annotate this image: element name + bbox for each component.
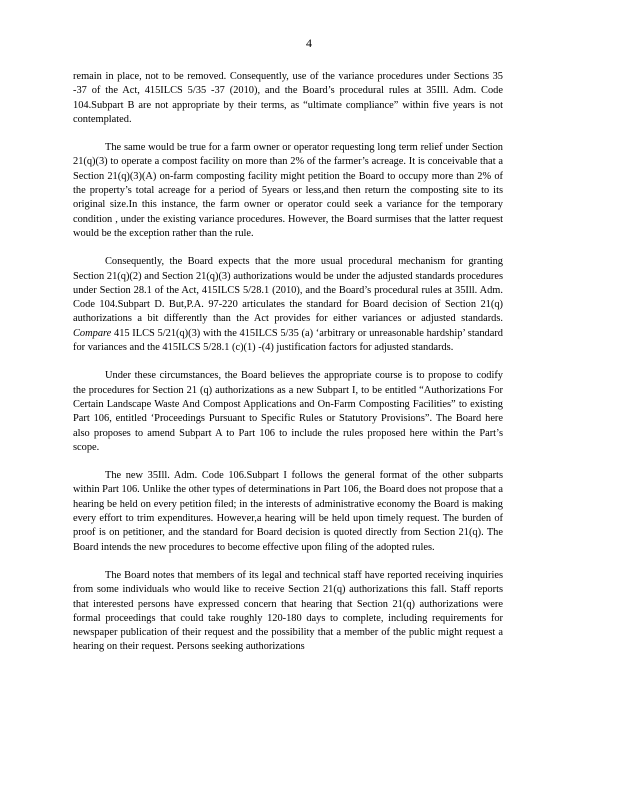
paragraph-1: remain in place, not to be removed. Consequently, use of the variance procedures under Sections 35 -37 of the Act, 415ILCS 5/35 -37 (2010), and the Board’s procedural rules at 35Ill. Adm. Code 104.Subpart B are not appropriate by their terms, as “ultimate compliance” within five years is not contemplated.: [73, 71, 503, 125]
paragraph-2: The same would be true for a farm owner or operator requesting long term relief under Section 21(q)(3) to operate a compost facility on more than 2% of the farmer’s acreage. It is conceivable that a Section 21(q)(3)(A) on-farm composting facility might petition the Board to occupy more than 2% of the property’s total acreage for a period of 5years or less,and then return the composting site to its original size.In this instance, the farm owner or operator could seek a variance for the temporary condition , under the existing variance procedures. However, the Board surmises that the latter request would be the exception rather than the rule.: [73, 142, 503, 239]
paragraph-3-text-a: Consequently, the Board expects that the more usual procedural mechanism for granting Section 21(q)(2) and Section 21(q)(3) authorizations would be under the adjusted standards procedures under Section 28.1 of the Act, 415ILCS 5/28.1 (2010), and the Board’s procedural rules at 35Ill. Adm. Code 104.Subpart D. But,P.A. 97-220 articulates the standard for Board decision of Section 21(q) authorizations a bit differently than the Act provides for either variances or adjusted standards.: [73, 256, 503, 325]
page-number: 4: [306, 36, 312, 50]
document-body: [73, 70, 503, 669]
compare-citation-signal: Compare: [73, 327, 112, 339]
paragraph-3-text-b: 415 ILCS 5/21(q)(3) with the 415ILCS 5/35 (a) ‘arbitrary or unreasonable hardship’ standard for variances and the 415ILCS 5/28.1 (c)(1) -(4) justification factors for adjusted standards.: [73, 327, 503, 354]
paragraph-3: [73, 255, 503, 355]
paragraph-5: The new 35Ill. Adm. Code 106.Subpart I follows the general format of the other subparts within Part 106. Unlike the other types of determinations in Part 106, the Board does not propose that a hearing be held on every petition filed; in the interests of administrative economy the Board is making every effort to trim expenditures. However,a hearing will be held upon timely request. The burden of proof is on petitioner, and the standard for Board decision is quoted directly from Section 21(q). The Board intends the new procedures to become effective upon filing of the adopted rules.: [73, 470, 503, 553]
paragraph-4: Under these circumstances, the Board believes the appropriate course is to propose to codify the procedures for Section 21 (q) authorizations as a new Subpart I, to be entitled “Authorizations For Certain Landscape Waste And Compost Applications and On-Farm Composting Facilities” to existing Part 106, entitled ‘Proceedings Pursuant to Specific Rules or Statutory Provisions”. The Board here also proposes to amend Subpart A to Part 106 to include the rules proposed here within the Part’s scope.: [73, 370, 503, 453]
paragraph-6: The Board notes that members of its legal and technical staff have reported receiving inquiries from some individuals who would like to receive Section 21(q) authorizations this fall. Staff reports that interested persons have expressed concern that hearing that Section 21(q) authorizations were formal proceedings that could take roughly 120-180 days to complete, including requirements for newspaper publication of their request and the possibility that a member of the public might request a hearing on their request. Persons seeking authorizations: [73, 569, 503, 653]
